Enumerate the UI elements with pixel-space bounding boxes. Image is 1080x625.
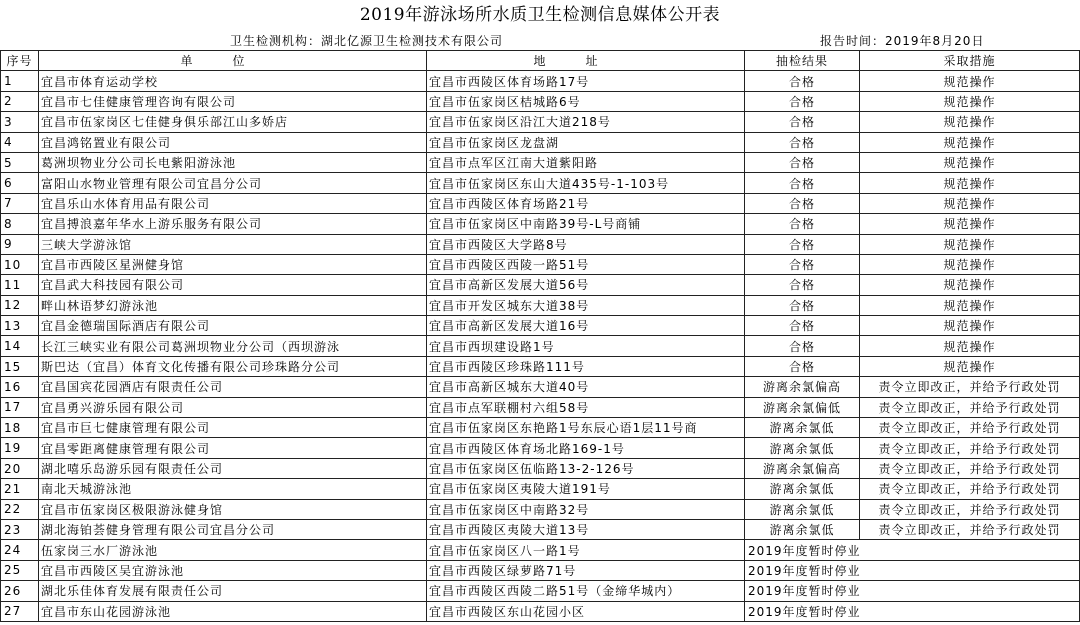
row-result: 游离余氯低 xyxy=(745,418,860,438)
row-index: 14 xyxy=(1,336,39,356)
table-row xyxy=(1,275,1080,295)
row-measure: 规范操作 xyxy=(860,132,1080,152)
table-row xyxy=(1,581,1080,601)
row-measure: 责令立即改正，并给予行政处罚 xyxy=(860,418,1080,438)
row-address: 宜昌市伍家岗区夷陵大道191号 xyxy=(427,479,745,499)
row-result: 合格 xyxy=(745,214,860,234)
row-unit: 长江三峡实业有限公司葛洲坝物业分公司（西坝游泳 xyxy=(39,336,427,356)
row-measure: 规范操作 xyxy=(860,316,1080,336)
row-result: 游离余氯低 xyxy=(745,519,860,539)
row-unit: 宜昌勇兴游乐园有限公司 xyxy=(39,397,427,417)
row-address: 宜昌市开发区城东大道38号 xyxy=(427,295,745,315)
row-address: 宜昌市西陵区体育场北路169-1号 xyxy=(427,438,745,458)
table-row xyxy=(1,458,1080,478)
row-unit: 湖北嘻乐岛游乐园有限责任公司 xyxy=(39,458,427,478)
row-unit: 宜昌市伍家岗区七佳健身俱乐部江山多娇店 xyxy=(39,112,427,132)
row-address: 宜昌市点军联棚村六组58号 xyxy=(427,397,745,417)
row-unit: 富阳山水物业管理有限公司宜昌分公司 xyxy=(39,173,427,193)
row-address: 宜昌市伍家岗区沿江大道218号 xyxy=(427,112,745,132)
row-index: 1 xyxy=(1,71,39,91)
row-index: 17 xyxy=(1,397,39,417)
row-unit: 宜昌武大科技园有限公司 xyxy=(39,275,427,295)
row-index: 10 xyxy=(1,254,39,274)
row-address: 宜昌市西陵区西陵二路51号（金缔华城内） xyxy=(427,581,745,601)
row-measure: 规范操作 xyxy=(860,193,1080,213)
row-measure: 规范操作 xyxy=(860,71,1080,91)
table-row xyxy=(1,254,1080,274)
row-result: 游离余氯低 xyxy=(745,499,860,519)
row-unit: 宜昌市巨七健康管理有限公司 xyxy=(39,418,427,438)
row-status: 2019年度暂时停业 xyxy=(745,540,1080,560)
row-index: 21 xyxy=(1,479,39,499)
table-row xyxy=(1,438,1080,458)
table-row xyxy=(1,397,1080,417)
row-result: 合格 xyxy=(745,295,860,315)
row-result: 合格 xyxy=(745,356,860,376)
row-unit: 宜昌鸿铭置业有限公司 xyxy=(39,132,427,152)
row-index: 2 xyxy=(1,91,39,111)
header-index: 序号 xyxy=(1,51,39,71)
table-row xyxy=(1,601,1080,621)
row-unit: 湖北海铂荟健身管理有限公司宜昌分公司 xyxy=(39,519,427,539)
table-row xyxy=(1,519,1080,539)
row-measure: 规范操作 xyxy=(860,91,1080,111)
header-measure: 采取措施 xyxy=(860,51,1080,71)
row-index: 27 xyxy=(1,601,39,621)
row-measure: 规范操作 xyxy=(860,173,1080,193)
table-row xyxy=(1,193,1080,213)
table-row xyxy=(1,295,1080,315)
row-unit: 葛洲坝物业分公司长电紫阳游泳池 xyxy=(39,152,427,172)
row-address: 宜昌市西陵区夷陵大道13号 xyxy=(427,519,745,539)
row-address: 宜昌市西陵区珍珠路111号 xyxy=(427,356,745,376)
table-row xyxy=(1,91,1080,111)
table-row xyxy=(1,479,1080,499)
row-index: 19 xyxy=(1,438,39,458)
row-result: 合格 xyxy=(745,132,860,152)
row-address: 宜昌市伍家岗区东艳路1号东辰心语1层11号商 xyxy=(427,418,745,438)
row-index: 26 xyxy=(1,581,39,601)
row-address: 宜昌市西坝建设路1号 xyxy=(427,336,745,356)
row-address: 宜昌市高新区发展大道16号 xyxy=(427,316,745,336)
row-index: 23 xyxy=(1,519,39,539)
row-measure: 规范操作 xyxy=(860,152,1080,172)
row-status: 2019年度暂时停业 xyxy=(745,581,1080,601)
row-unit: 宜昌市西陵区吴宜游泳池 xyxy=(39,560,427,580)
row-index: 15 xyxy=(1,356,39,376)
row-index: 25 xyxy=(1,560,39,580)
row-unit: 斯巴达（宜昌）体育文化传播有限公司珍珠路分公司 xyxy=(39,356,427,376)
row-unit: 宜昌国宾花园酒店有限责任公司 xyxy=(39,377,427,397)
row-index: 24 xyxy=(1,540,39,560)
row-measure: 规范操作 xyxy=(860,234,1080,254)
row-address: 宜昌市高新区发展大道56号 xyxy=(427,275,745,295)
row-address: 宜昌市西陵区东山花园小区 xyxy=(427,601,745,621)
testing-organization: 卫生检测机构：湖北亿源卫生检测技术有限公司 xyxy=(230,34,504,48)
table-row xyxy=(1,132,1080,152)
row-result: 合格 xyxy=(745,152,860,172)
row-measure: 责令立即改正，并给予行政处罚 xyxy=(860,397,1080,417)
header-address: 地址 xyxy=(427,51,745,71)
row-result: 游离余氯低 xyxy=(745,479,860,499)
row-unit: 伍家岗三水厂游泳池 xyxy=(39,540,427,560)
row-unit: 宜昌零距离健康管理有限公司 xyxy=(39,438,427,458)
row-measure: 规范操作 xyxy=(860,254,1080,274)
row-result: 合格 xyxy=(745,173,860,193)
row-measure: 规范操作 xyxy=(860,295,1080,315)
table-header-row xyxy=(1,51,1080,71)
row-address: 宜昌市伍家岗区中南路39号-L号商铺 xyxy=(427,214,745,234)
row-unit: 宜昌市七佳健康管理咨询有限公司 xyxy=(39,91,427,111)
row-address: 宜昌市西陵区大学路8号 xyxy=(427,234,745,254)
row-measure: 责令立即改正，并给予行政处罚 xyxy=(860,519,1080,539)
row-result: 合格 xyxy=(745,112,860,132)
table-row xyxy=(1,234,1080,254)
row-status: 2019年度暂时停业 xyxy=(745,560,1080,580)
row-address: 宜昌市伍家岗区伍临路13-2-126号 xyxy=(427,458,745,478)
row-address: 宜昌市伍家岗区八一路1号 xyxy=(427,540,745,560)
row-index: 7 xyxy=(1,193,39,213)
row-measure: 责令立即改正，并给予行政处罚 xyxy=(860,377,1080,397)
row-index: 13 xyxy=(1,316,39,336)
row-index: 3 xyxy=(1,112,39,132)
table-row xyxy=(1,173,1080,193)
row-index: 20 xyxy=(1,458,39,478)
report-title: 2019年游泳场所水质卫生检测信息媒体公开表 xyxy=(359,5,721,25)
row-result: 游离余氯偏高 xyxy=(745,458,860,478)
row-result: 合格 xyxy=(745,193,860,213)
table-row xyxy=(1,112,1080,132)
row-address: 宜昌市伍家岗区东山大道435号-1-103号 xyxy=(427,173,745,193)
row-index: 12 xyxy=(1,295,39,315)
report-date: 报告时间：2019年8月20日 xyxy=(820,34,985,48)
row-unit: 三峡大学游泳馆 xyxy=(39,234,427,254)
row-index: 6 xyxy=(1,173,39,193)
row-result: 合格 xyxy=(745,254,860,274)
table-row xyxy=(1,316,1080,336)
row-status: 2019年度暂时停业 xyxy=(745,601,1080,621)
row-unit: 宜昌金德瑞国际酒店有限公司 xyxy=(39,316,427,336)
row-unit: 湖北乐佳体育发展有限责任公司 xyxy=(39,581,427,601)
row-result: 合格 xyxy=(745,234,860,254)
row-address: 宜昌市点军区江南大道紫阳路 xyxy=(427,152,745,172)
row-address: 宜昌市高新区城东大道40号 xyxy=(427,377,745,397)
row-index: 11 xyxy=(1,275,39,295)
row-unit: 畔山林语梦幻游泳池 xyxy=(39,295,427,315)
table-body xyxy=(1,71,1080,622)
table-row xyxy=(1,499,1080,519)
row-measure: 规范操作 xyxy=(860,112,1080,132)
row-unit: 宜昌市伍家岗区极限游泳健身馆 xyxy=(39,499,427,519)
row-unit: 宜昌乐山水体育用品有限公司 xyxy=(39,193,427,213)
row-unit: 南北天城游泳池 xyxy=(39,479,427,499)
table-row xyxy=(1,356,1080,376)
row-result: 合格 xyxy=(745,336,860,356)
row-unit: 宜昌搏浪嘉年华水上游乐服务有限公司 xyxy=(39,214,427,234)
row-result: 游离余氯偏高 xyxy=(745,377,860,397)
table-row xyxy=(1,560,1080,580)
row-index: 16 xyxy=(1,377,39,397)
row-index: 18 xyxy=(1,418,39,438)
row-result: 合格 xyxy=(745,316,860,336)
row-result: 游离余氯低 xyxy=(745,438,860,458)
table-row xyxy=(1,71,1080,91)
row-result: 合格 xyxy=(745,71,860,91)
table-row xyxy=(1,377,1080,397)
row-index: 5 xyxy=(1,152,39,172)
row-measure: 责令立即改正，并给予行政处罚 xyxy=(860,479,1080,499)
row-unit: 宜昌市西陵区星洲健身馆 xyxy=(39,254,427,274)
table-row xyxy=(1,540,1080,560)
row-address: 宜昌市伍家岗区桔城路6号 xyxy=(427,91,745,111)
row-unit: 宜昌市东山花园游泳池 xyxy=(39,601,427,621)
row-unit: 宜昌市体育运动学校 xyxy=(39,71,427,91)
row-address: 宜昌市西陵区体育场路17号 xyxy=(427,71,745,91)
inspection-table xyxy=(0,50,1080,622)
row-index: 8 xyxy=(1,214,39,234)
row-measure: 规范操作 xyxy=(860,336,1080,356)
row-measure: 规范操作 xyxy=(860,356,1080,376)
header-unit: 单位 xyxy=(39,51,427,71)
table-row xyxy=(1,152,1080,172)
row-measure: 责令立即改正，并给予行政处罚 xyxy=(860,438,1080,458)
row-address: 宜昌市西陵区体育场路21号 xyxy=(427,193,745,213)
row-address: 宜昌市西陵区绿萝路71号 xyxy=(427,560,745,580)
header-result: 抽检结果 xyxy=(745,51,860,71)
row-measure: 规范操作 xyxy=(860,214,1080,234)
row-result: 合格 xyxy=(745,91,860,111)
row-address: 宜昌市伍家岗区龙盘湖 xyxy=(427,132,745,152)
row-index: 9 xyxy=(1,234,39,254)
row-address: 宜昌市伍家岗区中南路32号 xyxy=(427,499,745,519)
row-index: 22 xyxy=(1,499,39,519)
row-measure: 规范操作 xyxy=(860,275,1080,295)
table-row xyxy=(1,214,1080,234)
row-result: 合格 xyxy=(745,275,860,295)
row-result: 游离余氯偏低 xyxy=(745,397,860,417)
table-row xyxy=(1,336,1080,356)
row-index: 4 xyxy=(1,132,39,152)
row-measure: 责令立即改正，并给予行政处罚 xyxy=(860,458,1080,478)
row-measure: 责令立即改正，并给予行政处罚 xyxy=(860,499,1080,519)
report-meta xyxy=(0,30,1080,50)
row-address: 宜昌市西陵区西陵一路51号 xyxy=(427,254,745,274)
table-row xyxy=(1,418,1080,438)
